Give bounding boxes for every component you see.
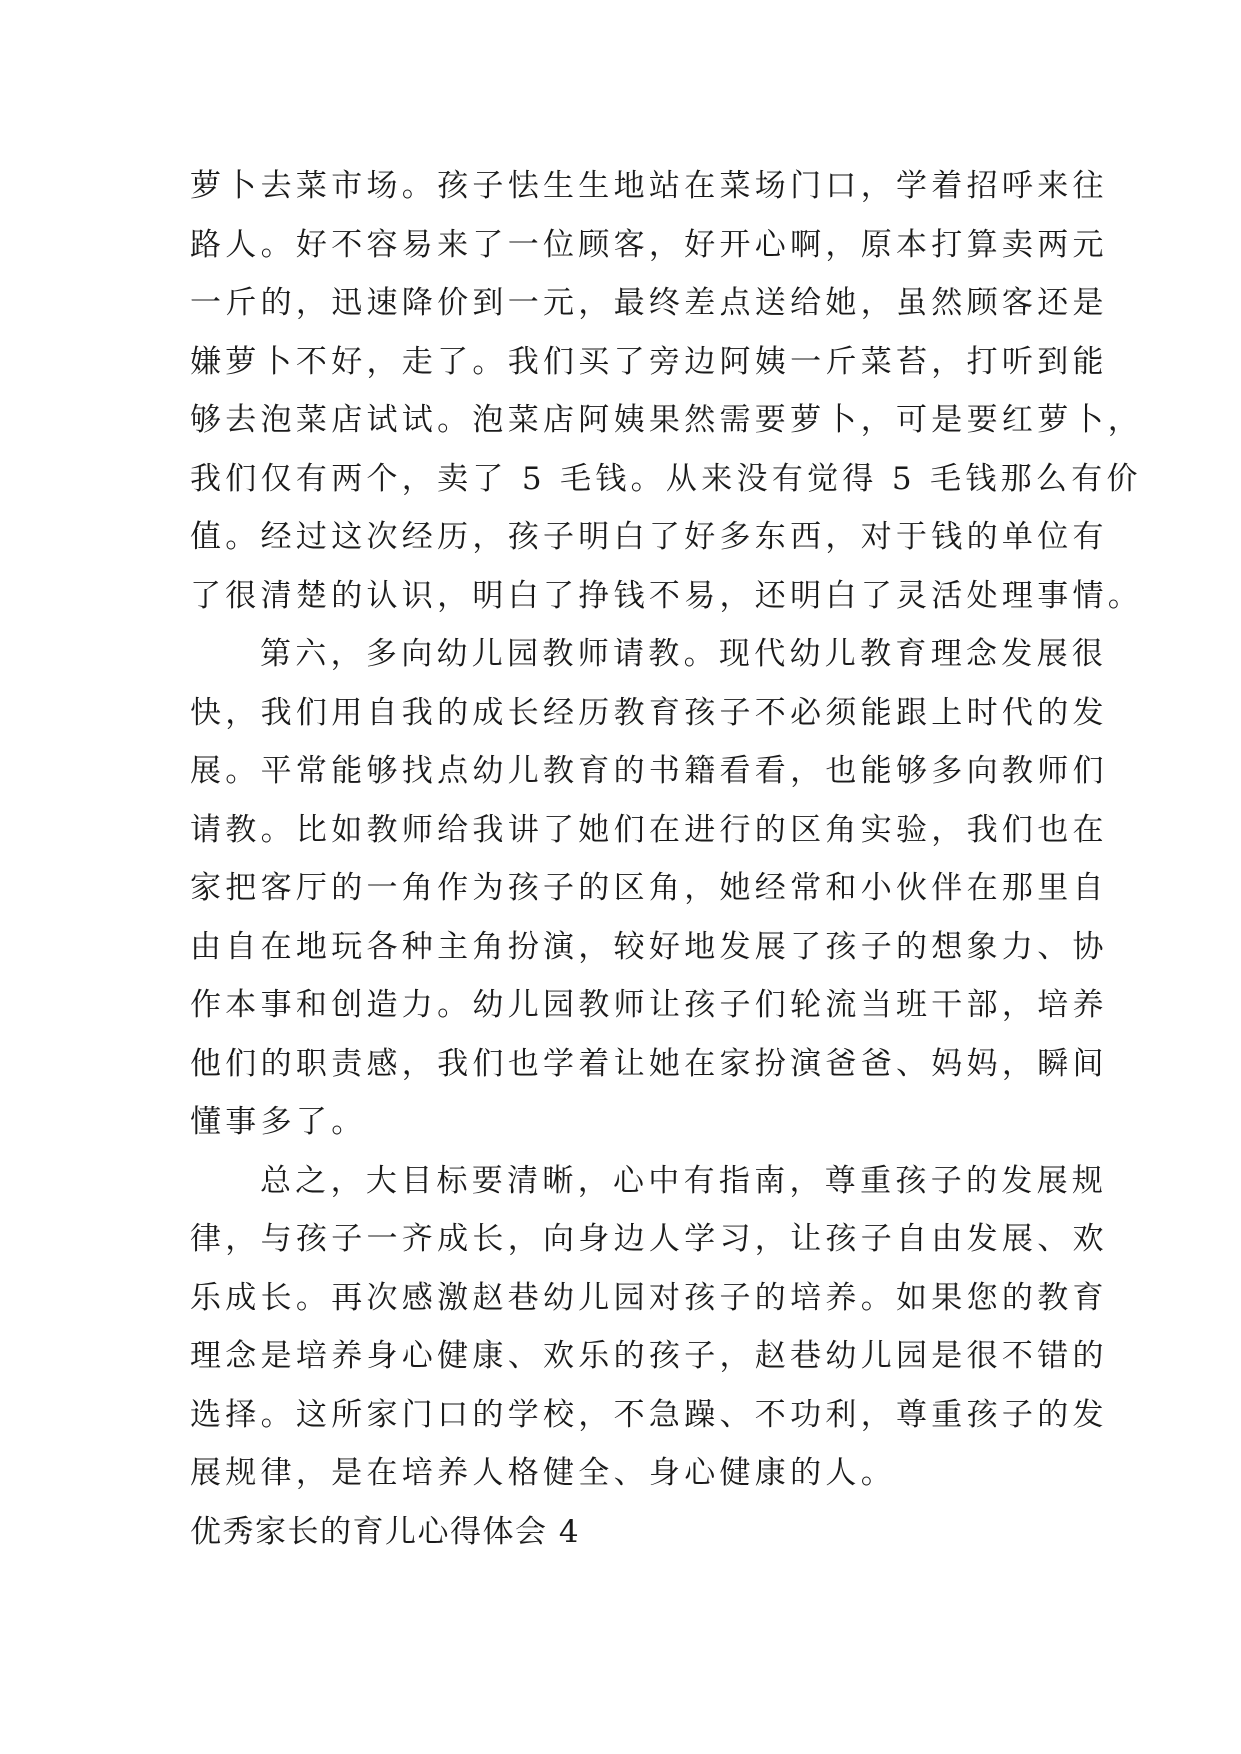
paragraph-3 — [190, 1152, 1108, 1503]
text-line: 展。平常能够找点幼儿教育的书籍看看，也能够多向教师们 — [190, 753, 1108, 789]
text-line: 理念是培养身心健康、欢乐的孩子，赵巷幼儿园是很不错的 — [190, 1338, 1108, 1374]
text-line: 他们的职责感，我们也学着让她在家扮演爸爸、妈妈，瞬间 — [190, 1045, 1108, 1082]
text-line: 了很清楚的认识，明白了挣钱不易，还明白了灵活处理事情。 — [190, 577, 1144, 614]
text-line: 第六，多向幼儿园教师请教。现代幼儿教育理念发展很 — [260, 636, 1108, 672]
text-line: 我们仅有两个，卖了 5 毛钱。从来没有觉得 5 毛钱那么有价 — [190, 460, 1142, 497]
text-line: 值。经过这次经历，孩子明白了好多东西，对于钱的单位有 — [190, 519, 1108, 555]
text-line: 选择。这所家门口的学校，不急躁、不功利，尊重孩子的发 — [190, 1396, 1108, 1433]
text-line: 快，我们用自我的成长经历教育孩子不必须能跟上时代的发 — [190, 694, 1108, 731]
text-line: 路人。好不容易来了一位顾客，好开心啊，原本打算卖两元 — [190, 226, 1108, 263]
text-line: 够去泡菜店试试。泡菜店阿姨果然需要萝卜，可是要红萝卜， — [190, 402, 1144, 438]
text-line: 萝卜去菜市场。孩子怯生生地站在菜场门口，学着招呼来往 — [190, 168, 1108, 204]
text-line: 总之，大目标要清晰，心中有指南，尊重孩子的发展规 — [260, 1162, 1108, 1199]
paragraph-2 — [190, 625, 1108, 1152]
text-line: 懂事多了。 — [190, 1104, 367, 1140]
section-heading: 优秀家长的育儿心得体会 4 — [190, 1513, 581, 1550]
text-line: 一斤的，迅速降价到一元，最终差点送给她，虽然顾客还是 — [190, 285, 1108, 321]
text-line: 由自在地玩各种主角扮演，较好地发展了孩子的想象力、协 — [190, 928, 1108, 965]
text-line: 请教。比如教师给我讲了她们在进行的区角实验，我们也在 — [190, 811, 1108, 848]
text-line: 作本事和创造力。幼儿园教师让孩子们轮流当班干部，培养 — [190, 987, 1108, 1023]
text-line: 展规律，是在培养人格健全、身心健康的人。 — [190, 1455, 896, 1491]
text-line: 嫌萝卜不好，走了。我们买了旁边阿姨一斤菜苔，打听到能 — [190, 343, 1108, 380]
text-line: 家把客厅的一角作为孩子的区角，她经常和小伙伴在那里自 — [190, 870, 1108, 906]
document-body — [190, 157, 1144, 1561]
text-line: 乐成长。再次感激赵巷幼儿园对孩子的培养。如果您的教育 — [190, 1279, 1108, 1316]
paragraph-1 — [190, 157, 1144, 625]
text-line: 律，与孩子一齐成长，向身边人学习，让孩子自由发展、欢 — [190, 1221, 1108, 1257]
